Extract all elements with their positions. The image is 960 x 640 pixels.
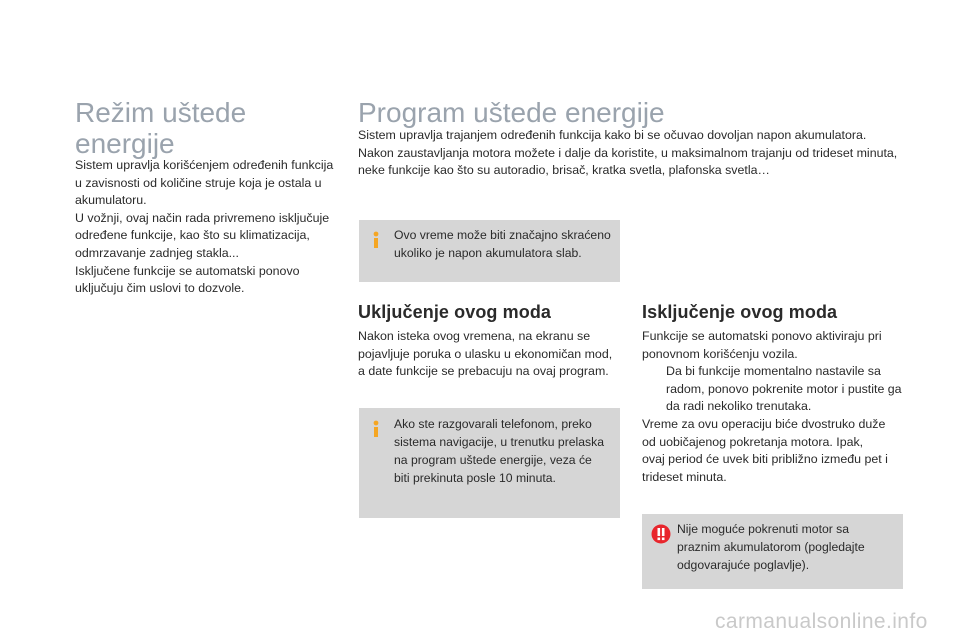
text-line: Isključene funkcije se automatski ponovo [75,263,300,278]
text-line: ukoliko je napon akumulatora slab. [394,246,582,260]
activation-paragraph [358,328,623,381]
page-title-line1: Režim uštede [75,97,247,128]
text-line: Ovo vreme može biti značajno skraćeno [394,228,611,242]
program-paragraph [358,127,918,180]
bullet-marker [642,363,666,416]
info-icon [368,231,384,254]
text-line: praznim akumulatorom (pogledajte [677,540,865,554]
text-line: Da bi funkcije momentalno nastavile sa [666,364,881,379]
text-line: odmrzavanje zadnjeg stakla... [75,245,239,260]
text-line: ovaj period će uvek biti približno između pet i [642,452,888,467]
info-box-text [394,226,616,262]
text-line: trideset minuta. [642,469,727,484]
left-title-block [75,97,345,159]
text-line: U vožnji, ovaj način rada privremeno isključuje [75,210,330,225]
text-line: neke funkcije kao što su autoradio, brisač, kratka svetla, plafonska svetla… [358,163,770,178]
text-line: da radi nekoliko trenutaka. [666,399,812,414]
text-line: određene funkcije, kao što su klimatizacija, [75,228,310,243]
info-icon [368,420,384,443]
text-line: Sistem upravlja trajanjem određenih funkcija kako bi se očuvao dovoljan napon akumulatora. [358,128,867,142]
text-line: akumulatoru. [75,193,147,208]
warning-box-battery [642,514,903,589]
deactivation-paragraph [642,328,910,486]
text-line: od uobičajenog pokretanja motora. Ipak, [642,434,864,449]
activation-title: Uključenje ovog moda [358,302,552,322]
left-paragraph [75,157,350,298]
info-box-battery [359,220,620,282]
text-line: ponovnom korišćenju vozila. [642,346,798,361]
text-line: Nakon isteka ovog vremena, na ekranu se [358,329,591,343]
program-title: Program uštede energije [358,97,665,128]
text-line: Sistem upravlja korišćenjem određenih funkcija [75,158,334,172]
bullet-text [666,363,902,416]
text-line: Nakon zaustavljanja motora možete i dalje da koristite, u maksimalnom trajanju od trideset minuta, [358,145,898,160]
watermark: carmanualsonline.info [715,610,928,633]
text-line: radom, ponovo pokrenite motor i pustite ga [666,381,902,396]
text-line: odgovarajuće poglavlje). [677,558,810,572]
bullet-item [642,363,910,416]
text-line: pojavljuje poruka o ulasku u ekonomičan mod, [358,346,613,361]
info-box-text [394,415,616,487]
text-line: na program uštede energije, veza će [394,453,592,467]
deactivation-title: Isključenje ovog moda [642,302,838,322]
text-line: sistema navigacije, u trenutku prelaska [394,435,605,449]
page-title [75,97,345,159]
text-line: u zavisnosti od količine struje koja je ostala u [75,175,322,190]
warning-icon [651,523,671,550]
text-line: biti prekinuta posle 10 minuta. [394,471,556,485]
text-line: uključuju čim uslovi to dozvole. [75,281,245,296]
text-line: Vreme za ovu operaciju biće dvostruko duže [642,416,886,431]
text-line: Nije moguće pokrenuti motor sa [677,522,850,536]
page-title-line2: energije [75,128,175,159]
info-box-phone [359,408,620,518]
text-line: Funkcije se automatski ponovo aktiviraju pri [642,329,882,343]
text-line: Ako ste razgovarali telefonom, preko [394,417,592,431]
text-line: a date funkcije se prebacuju na ovaj program. [358,364,609,379]
warning-box-text [677,520,899,574]
